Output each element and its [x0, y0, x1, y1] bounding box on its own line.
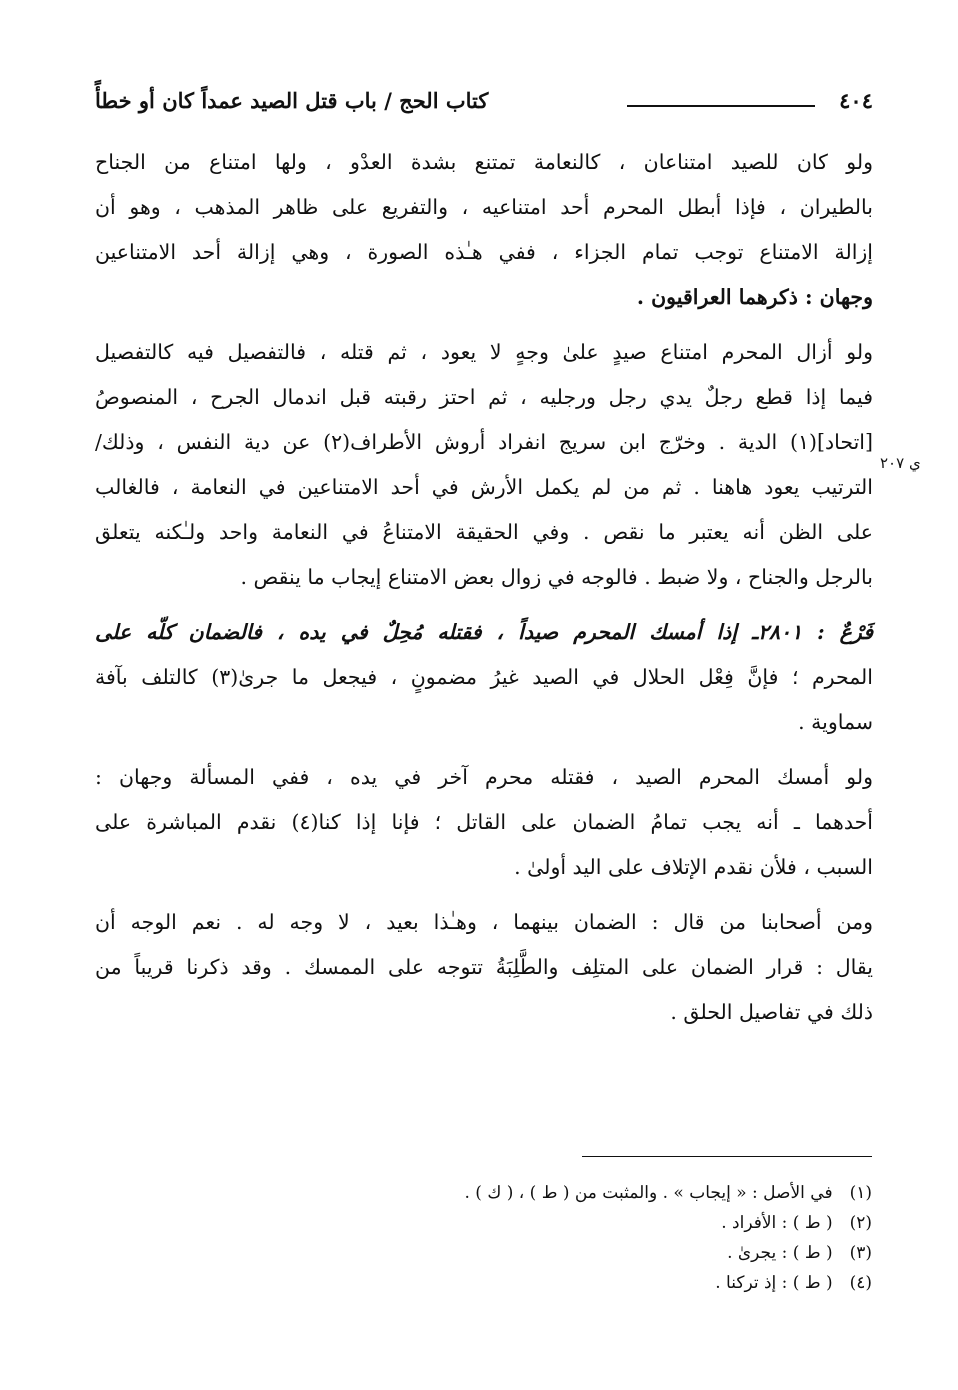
footnote — [272, 1178, 872, 1208]
text-line: ولو كان للصيد امتناعان ، كالنعامة تمتنع بشدة العدْو ، ولها امتناع من الجناح — [95, 150, 873, 174]
footnote — [272, 1268, 872, 1298]
text-line: ومن أصحابنا من قال : الضمان بينهما ، وهـٰذا بعيد ، لا وجه له . نعم الوجه أن — [95, 910, 873, 934]
paragraph-1 — [95, 140, 873, 320]
text-line: وجهان : ذكرهما العراقيون . — [636, 285, 873, 309]
footnote-number: (٢) — [849, 1213, 872, 1233]
manuscript-folio-note: ي ٢٠٧ — [880, 454, 921, 472]
text-line: أحدهما ـ أنه يجب تمامُ الضمان على القاتل ؛ فإنا إذا كنا(٤) نقدم المباشرة على — [95, 810, 873, 834]
text-line: بالرجل والجناح ، ولا ضبط . فالوجه في زوال بعض الامتناع إيجاب ما ينقص . — [240, 565, 873, 589]
footnote-number: (٣) — [849, 1243, 872, 1263]
text-line: السبب ، فلأن نقدم الإتلاف على اليد أولىٰ . — [514, 855, 873, 879]
footnote-text: ( ط ) : إذ تركنا . — [715, 1273, 833, 1293]
paragraph-4 — [95, 755, 873, 890]
footnote — [272, 1238, 872, 1268]
text-line: الترتيب يعود هاهنا . ثم من لم يكمل الأرش في أحد الامتناعين في النعامة ، فالغالب — [95, 475, 873, 499]
text-line: إزالة الامتناع توجب تمام الجزاء ، ففي هـٰذه الصورة ، وهي إزالة أحد الامتناعين — [95, 240, 873, 264]
paragraph-5 — [95, 900, 873, 1035]
page-number: ٤٠٤ — [839, 88, 873, 113]
footnote-separator — [582, 1156, 872, 1157]
text-line: ذلك في تفاصيل الحلق . — [670, 1000, 873, 1024]
running-header — [95, 86, 873, 120]
footnote — [272, 1208, 872, 1238]
main-text — [95, 140, 873, 1045]
text-line: [اتحاد](١) الدية . وخرّج ابن سريج انفراد أروش الأطراف(٢) عن دية النفس ، وذلك/ — [95, 430, 874, 454]
footnote-number: (١) — [849, 1183, 872, 1203]
text-line: المحرم ؛ فإنَّ فِعْل الحلال في الصيد غيرُ مضمونٍ ، فيجعل ما جرىٰ(٣) كالتلف بآفة — [95, 665, 873, 689]
text-line: ولو أمسك المحرم الصيد ، فقتله محرم آخر في يده ، ففي المسألة وجهان : — [95, 765, 873, 789]
text-line: فَرْعٌ : ٢٨٠١ـ إذا أمسك المحرم صيداً ، فقتله مُحِلٌ في يده ، فالضمان كلّه على — [95, 620, 874, 644]
text-line: على الظن أنه يعتبر ما نقص . وفي الحقيقة الامتناعُ في النعامة واحد ولـٰكنه يتعلق — [95, 520, 874, 544]
paragraph-2 — [95, 330, 873, 600]
header-rule — [627, 105, 815, 107]
text-line: ولو أزال المحرم امتناع صيدٍ علىٰ وجهٍ لا يعود ، ثم قتله ، فالتفصيل فيه كالتفصيل — [95, 340, 873, 364]
paragraph-far-2801 — [95, 610, 873, 745]
text-line: سماوية . — [798, 710, 873, 734]
footnote-number: (٤) — [849, 1273, 872, 1293]
footnote-text: في الأصل : « إيجاب » . والمثبت من ( ط ) ، ( ك ) . — [464, 1183, 833, 1203]
text-line: يقال : قرار الضمان على المتلِف والطَّلِبَةُ تتوجه على الممسك . وقد ذكرنا قريباً من — [95, 955, 873, 979]
text-line: بالطيران ، فإذا أبطل المحرم أحد امتناعيه ، والتفريع على ظاهر المذهب ، وهو أن — [95, 195, 873, 219]
running-title: كتاب الحج / باب قتل الصيد عمداً كان أو خطأً — [95, 88, 489, 113]
text-line: فيما إذا قطع رجلٌ يدي رجل ورجليه ، ثم احتز رقبته قبل اندمال الجرح ، المنصوصُ — [95, 385, 873, 409]
footnote-text: ( ط ) : الأفراد . — [721, 1213, 833, 1233]
footnote-text: ( ط ) : يجرىٰ . — [727, 1243, 833, 1263]
footnotes — [272, 1178, 872, 1298]
